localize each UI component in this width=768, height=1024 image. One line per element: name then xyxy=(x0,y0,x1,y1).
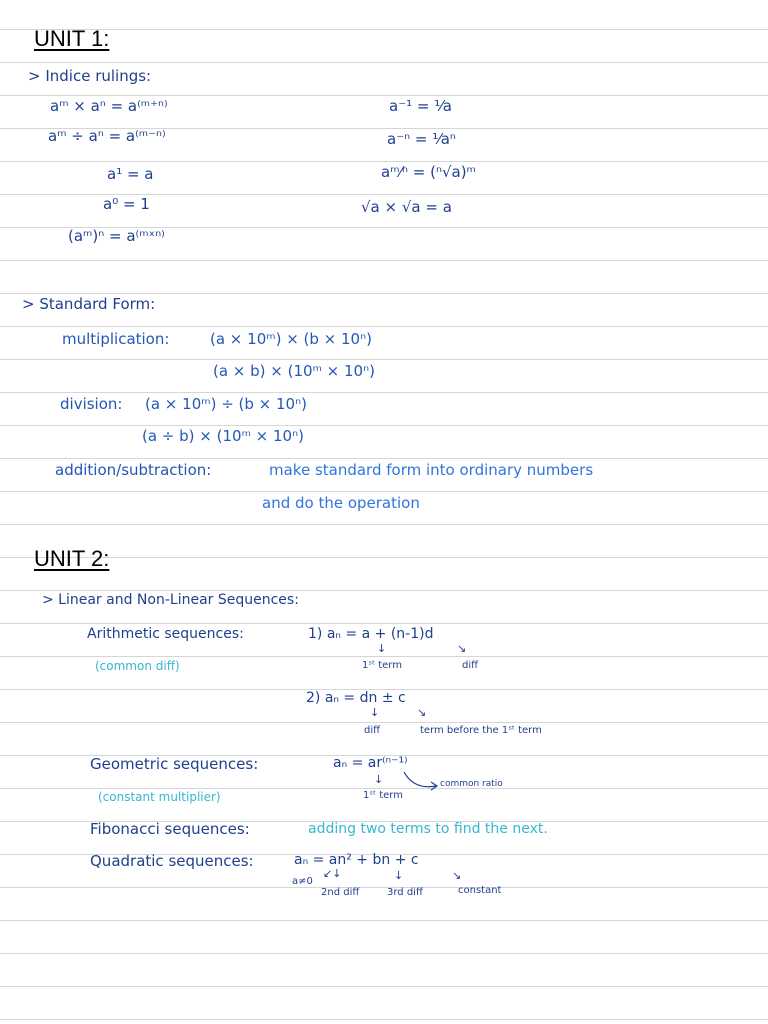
unit2-title: UNIT 2: xyxy=(34,546,110,571)
index-rule-8: aᵐ⁄ⁿ = (ⁿ√a)ᵐ xyxy=(381,163,476,181)
addsub-line-1: make standard form into ordinary numbers xyxy=(269,461,594,479)
arrow-down-icon: ↙↓ xyxy=(323,867,342,880)
arrow-down-icon: ↓ xyxy=(374,773,384,786)
addsub-line-2: and do the operation xyxy=(262,494,420,512)
geometric-note: (constant multiplier) xyxy=(98,790,221,804)
geometric-formula: aₙ = ar⁽ⁿ⁻¹⁾ xyxy=(333,755,408,771)
arrow-down-icon: ↘ xyxy=(457,642,467,655)
index-rule-4: a⁰ = 1 xyxy=(103,195,150,213)
index-rule-2: aᵐ ÷ aⁿ = a⁽ᵐ⁻ⁿ⁾ xyxy=(48,127,166,145)
fibonacci-text: adding two terms to find the next. xyxy=(308,821,548,837)
ann-2nd-diff: 2nd diff xyxy=(321,887,360,898)
geometric-label: Geometric sequences: xyxy=(90,755,259,773)
ann-diff-2: diff xyxy=(364,725,381,736)
index-rule-6: a⁻¹ = ¹⁄a xyxy=(389,97,452,115)
index-rule-3: a¹ = a xyxy=(107,165,154,183)
ann-geometric-first-term: 1ˢᵗ term xyxy=(363,790,403,801)
ann-diff: diff xyxy=(462,660,479,671)
index-rule-9: √a × √a = a xyxy=(361,198,452,216)
arithmetic-formula-2: 2) aₙ = dn ± c xyxy=(306,690,406,706)
division-line-2: (a ÷ b) × (10ᵐ × 10ⁿ) xyxy=(142,427,304,445)
index-rule-7: a⁻ⁿ = ¹⁄aⁿ xyxy=(387,130,456,148)
addsub-label: addition/subtraction: xyxy=(55,461,212,479)
unit1-title: UNIT 1: xyxy=(34,26,110,51)
multiplication-line-2: (a × b) × (10ᵐ × 10ⁿ) xyxy=(213,362,375,380)
arithmetic-formula-1: 1) aₙ = a + (n-1)d xyxy=(308,626,434,642)
ann-common-ratio: common ratio xyxy=(440,779,503,789)
index-rule-5: (aᵐ)ⁿ = a⁽ᵐˣⁿ⁾ xyxy=(68,227,165,245)
index-rule-1: aᵐ × aⁿ = a⁽ᵐ⁺ⁿ⁾ xyxy=(50,97,168,115)
sequences-heading: > Linear and Non-Linear Sequences: xyxy=(42,592,299,608)
arithmetic-note: (common diff) xyxy=(95,659,180,673)
arrow-down-icon: ↘ xyxy=(417,706,427,719)
arrow-down-icon: ↓ xyxy=(377,642,387,655)
division-label: division: xyxy=(60,395,123,413)
standard-form-heading: > Standard Form: xyxy=(22,295,156,313)
arrow-down-icon: ↓ xyxy=(394,869,404,882)
division-line-1: (a × 10ᵐ) ÷ (b × 10ⁿ) xyxy=(145,395,307,413)
arithmetic-label: Arithmetic sequences: xyxy=(87,626,244,642)
ann-a-not-zero: a≠0 xyxy=(292,876,313,887)
quadratic-label: Quadratic sequences: xyxy=(90,852,254,870)
fibonacci-label: Fibonacci sequences: xyxy=(90,820,250,838)
quadratic-formula: aₙ = an² + bn + c xyxy=(294,852,419,868)
ann-first-term: 1ˢᵗ term xyxy=(362,660,402,671)
ann-3rd-diff: 3rd diff xyxy=(387,887,423,898)
arrow-down-icon: ↘ xyxy=(452,869,462,882)
multiplication-line-1: (a × 10ᵐ) × (b × 10ⁿ) xyxy=(210,330,372,348)
ann-constant: constant xyxy=(458,885,502,896)
arrow-down-icon: ↓ xyxy=(370,706,380,719)
ann-term-before: term before the 1ˢᵗ term xyxy=(420,725,542,736)
indices-heading: > Indice rulings: xyxy=(28,67,152,85)
multiplication-label: multiplication: xyxy=(62,330,170,348)
